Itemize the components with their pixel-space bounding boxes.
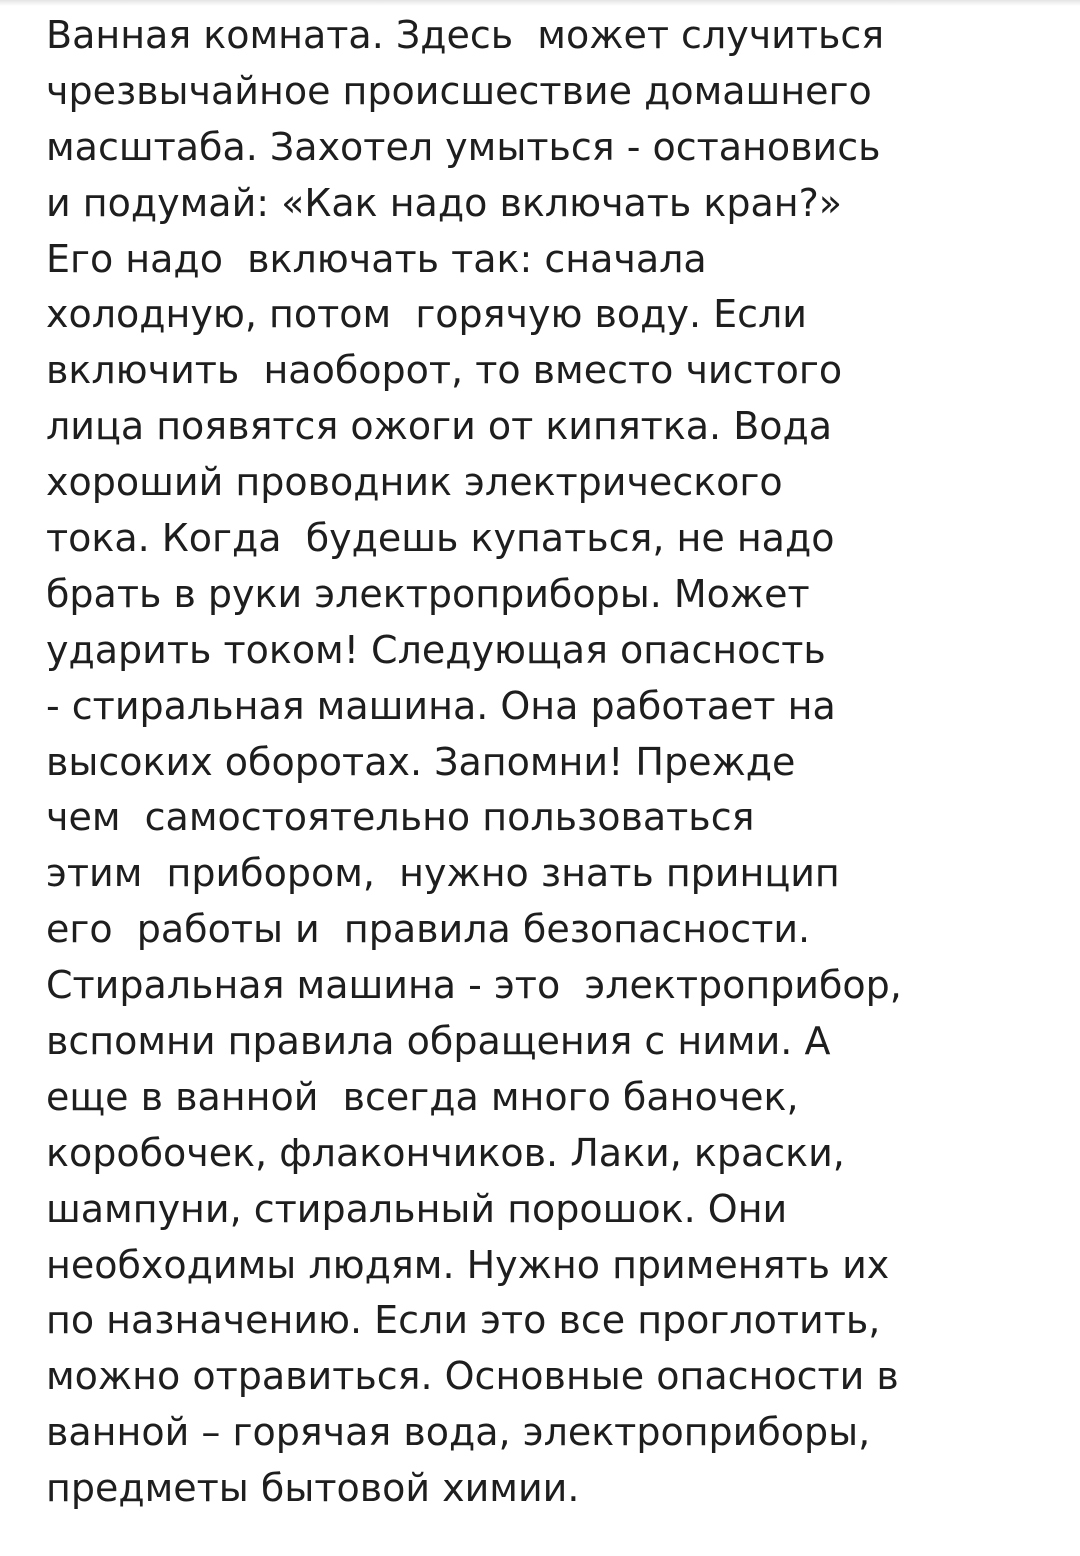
text-line: коробочек, флакончиков. Лаки, краски, xyxy=(46,1130,845,1175)
text-line: чрезвычайное происшествие домашнего xyxy=(46,68,872,113)
text-line: Ванная комната. Здесь может случиться xyxy=(46,13,885,57)
text-line: можно отравиться. Основные опасности в xyxy=(46,1354,899,1399)
text-line: чем самостоятельно пользоваться xyxy=(46,795,755,840)
page-top-edge xyxy=(0,0,1080,6)
text-line: холодную, потом горячую воду. Если xyxy=(46,292,807,337)
text-line: и подумай: «Как надо включать кран?» xyxy=(46,180,843,225)
text-line: шампуни, стиральный порошок. Они xyxy=(46,1186,788,1231)
text-line: этим прибором, нужно знать принцип xyxy=(46,851,840,896)
text-line: - стиральная машина. Она работает на xyxy=(46,683,836,728)
text-line: брать в руки электроприборы. Может xyxy=(46,571,810,616)
text-line: включить наоборот, то вместо чистого xyxy=(46,348,843,393)
text-line: его работы и правила безопасности. xyxy=(46,907,811,952)
text-line: вспомни правила обращения с ними. А xyxy=(46,1019,831,1064)
text-line: высоких оборотах. Запомни! Прежде xyxy=(46,739,796,784)
body-text xyxy=(46,8,1076,1517)
text-line: хороший проводник электрического xyxy=(46,460,783,505)
text-line: лица появятся ожоги от кипятка. Вода xyxy=(46,404,833,449)
text-line: Его надо включать так: сначала xyxy=(46,236,707,281)
text-line: ударить током! Следующая опасность xyxy=(46,627,826,672)
text-line: Стиральная машина - это электроприбор, xyxy=(46,963,902,1008)
text-line: по назначению. Если это все проглотить, xyxy=(46,1298,881,1343)
text-line: еще в ванной всегда много баночек, xyxy=(46,1074,799,1119)
text-line: необходимы людям. Нужно применять их xyxy=(46,1242,890,1287)
text-line: тока. Когда будешь купаться, не надо xyxy=(46,516,835,561)
text-line: ванной – горячая вода, электроприборы, xyxy=(46,1410,871,1455)
text-line: масштаба. Захотел умыться - остановись xyxy=(46,124,881,169)
text-line: предметы бытовой химии. xyxy=(46,1466,580,1511)
